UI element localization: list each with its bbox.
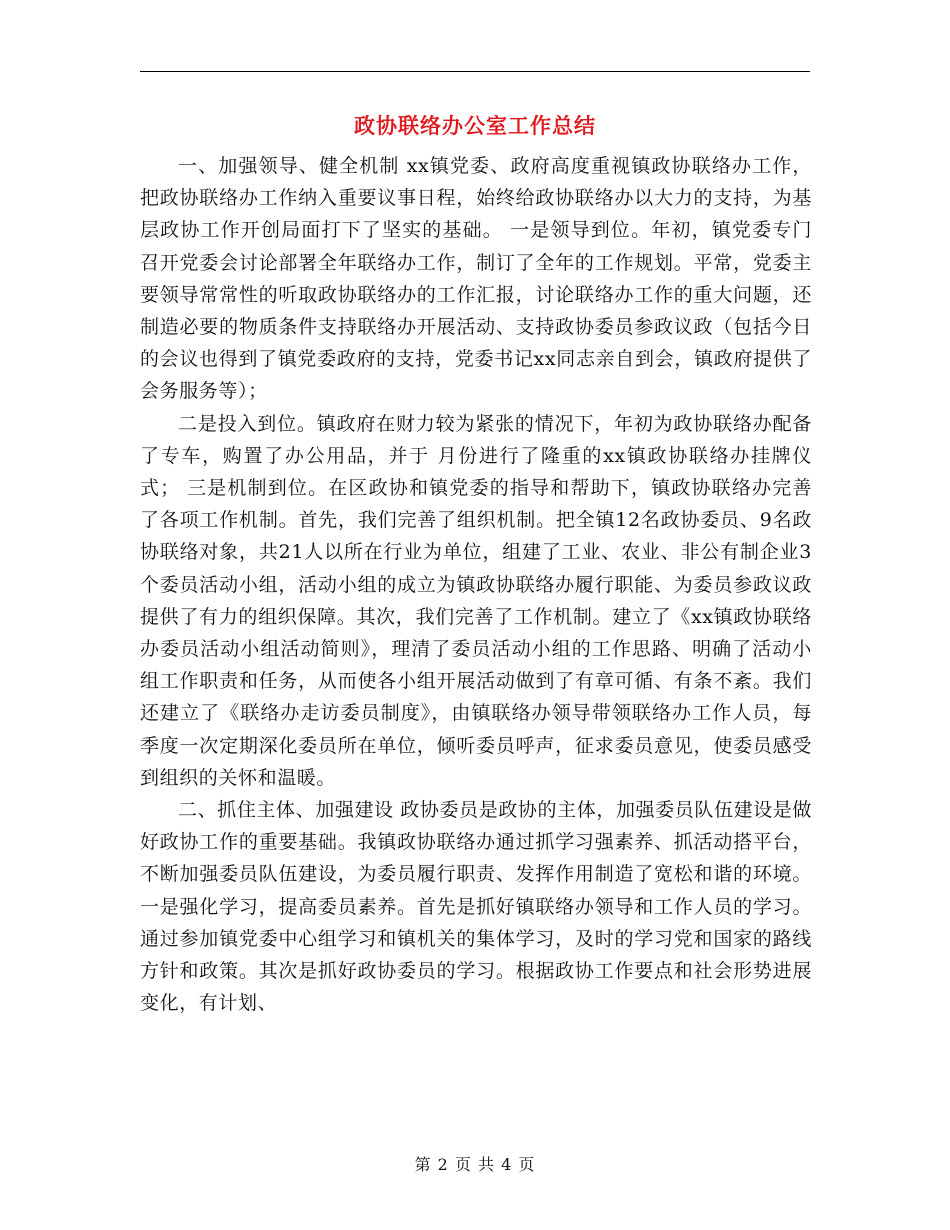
document-title: 政协联络办公室工作总结 [354,113,596,138]
page-number: 第 2 页 共 4 页 [414,1155,536,1174]
paragraph-1: 一、加强领导、健全机制 xx镇党委、政府高度重视镇政协联络办工作，把政协联络办工作纳入重要议事日程，始终给政协联络办以大力的支持，为基层政协工作开创局面打下了坚实的基础。 一是领导到位。年初，镇党委专门召开党委会讨论部署全年联络办工作，制订了全年的工作规划。平常，党委主要领导常常性的听取政协联络办的工作汇报，讨论联络办工作的重大问题，还制造必要的物质条件支持联络办开展活动、支持政协委员参政议政（包括今日的会议也得到了镇党委政府的支持，党委书记xx同志亲自到会，镇政府提供了会务服务等）； [140,155,812,403]
header-rule [140,71,810,72]
document-body [140,150,812,1019]
paragraph-3: 二、抓住主体、加强建设 政协委员是政协的主体，加强委员队伍建设是做好政协工作的重要基础。我镇政协联络办通过抓学习强素养、抓活动搭平台，不断加强委员队伍建设，为委员履行职责、发挥作用制造了宽松和谐的环境。 一是强化学习，提高委员素养。首先是抓好镇联络办领导和工作人员的学习。通过参加镇党委中心组学习和镇机关的集体学习，及时的学习党和国家的路线方针和政策。其次是抓好政协委员的学习。根据政协工作要点和社会形势进展变化，有计划、 [140,799,812,1015]
paragraph-2: 二是投入到位。镇政府在财力较为紧张的情况下，年初为政协联络办配备了专车，购置了办公用品，并于 月份进行了隆重的xx镇政协联络办挂牌仪式； 三是机制到位。在区政协和镇党委的指导和帮助下，镇政协联络办完善了各项工作机制。首先，我们完善了组织机制。把全镇12名政协委员、9名政协联络对象，共21人以所在行业为单位，组建了工业、农业、非公有制企业3个委员活动小组，活动小组的成立为镇政协联络办履行职能、为委员参政议政提供了有力的组织保障。其次，我们完善了工作机制。建立了《xx镇政协联络办委员活动小组活动简则》，理清了委员活动小组的工作思路、明确了活动小组工作职责和任务，从而使各小组开展活动做到了有章可循、有条不紊。我们还建立了《联络办走访委员制度》，由镇联络办领导带领联络办工作人员，每季度一次定期深化委员所在单位，倾听委员呼声，征求委员意见，使委员感受到组织的关怀和温暖。 [140,412,812,789]
